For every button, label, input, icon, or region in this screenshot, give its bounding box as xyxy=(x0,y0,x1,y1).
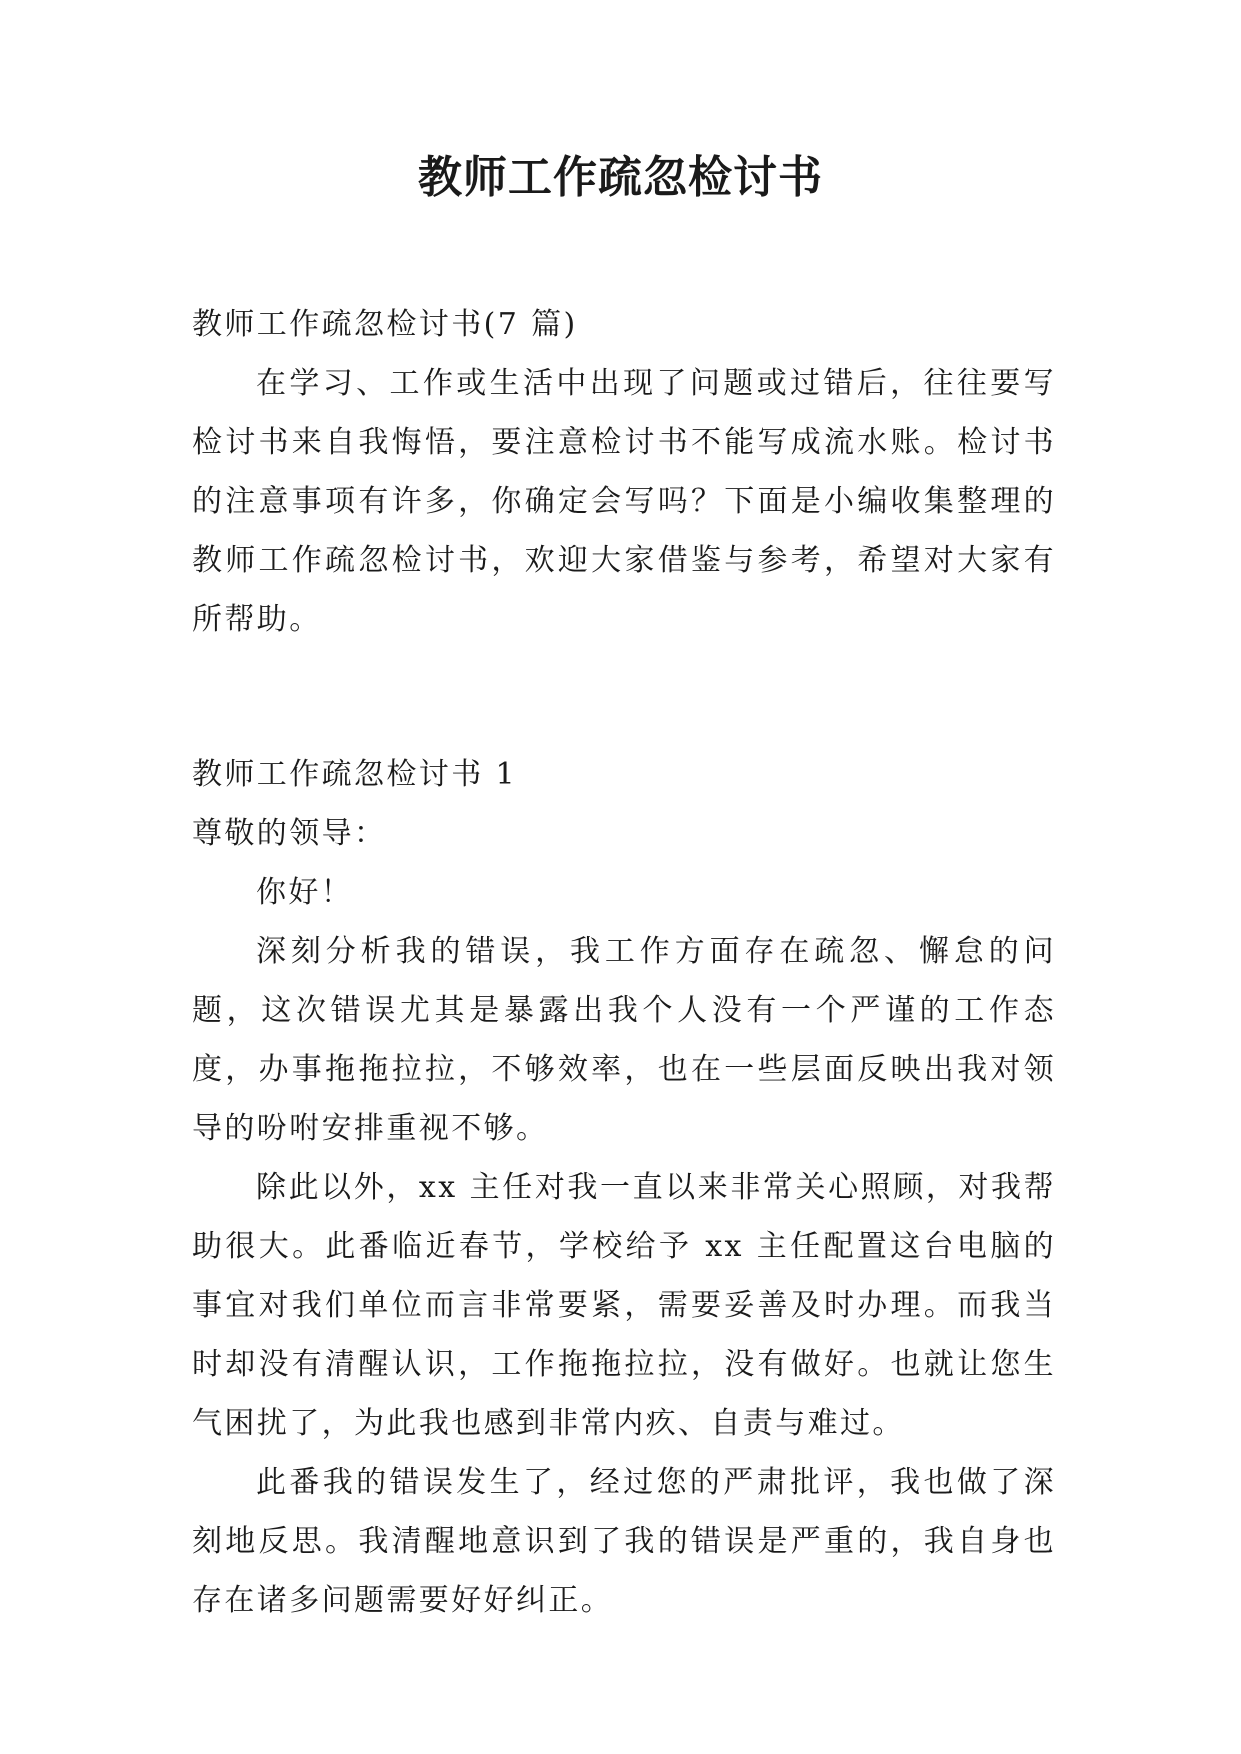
body-paragraph: 此番我的错误发生了，经过您的严肃批评，我也做了深刻地反思。我清醒地意识到了我的错误是严重的，我自身也存在诸多问题需要好好纠正。 xyxy=(192,1465,1056,1618)
section-spacer xyxy=(192,649,1056,745)
salutation: 尊敬的领导： xyxy=(192,816,387,851)
body-paragraph: 除此以外，xx 主任对我一直以来非常关心照顾，对我帮助很大。此番临近春节，学校给予 xx 主任配置这台电脑的事宜对我们单位而言非常要紧，需要妥善及时办理。而我当时却没有清醒认识，工作拖拖拉拉，没有做好。也就让您生气困扰了，为此我也感到非常内疚、自责与难过。 xyxy=(192,1170,1056,1441)
greeting: 你好！ xyxy=(256,875,354,910)
body-paragraph: 深刻分析我的错误，我工作方面存在疏忽、懈怠的问题，这次错误尤其是暴露出我个人没有一个严谨的工作态度，办事拖拖拉拉，不够效率，也在一些层面反映出我对领导的吩咐安排重视不够。 xyxy=(192,934,1056,1146)
intro-paragraph: 在学习、工作或生活中出现了问题或过错后，往往要写检讨书来自我悔悟，要注意检讨书不能写成流水账。检讨书的注意事项有许多，你确定会写吗？下面是小编收集整理的教师工作疏忽检讨书，欢迎大家借鉴与参考，希望对大家有所帮助。 xyxy=(192,366,1056,637)
document-subtitle: 教师工作疏忽检讨书(7 篇) xyxy=(192,307,578,342)
document-title: 教师工作疏忽检讨书 xyxy=(418,152,823,203)
document-body xyxy=(192,295,1056,1630)
section-heading: 教师工作疏忽检讨书 1 xyxy=(192,757,518,792)
